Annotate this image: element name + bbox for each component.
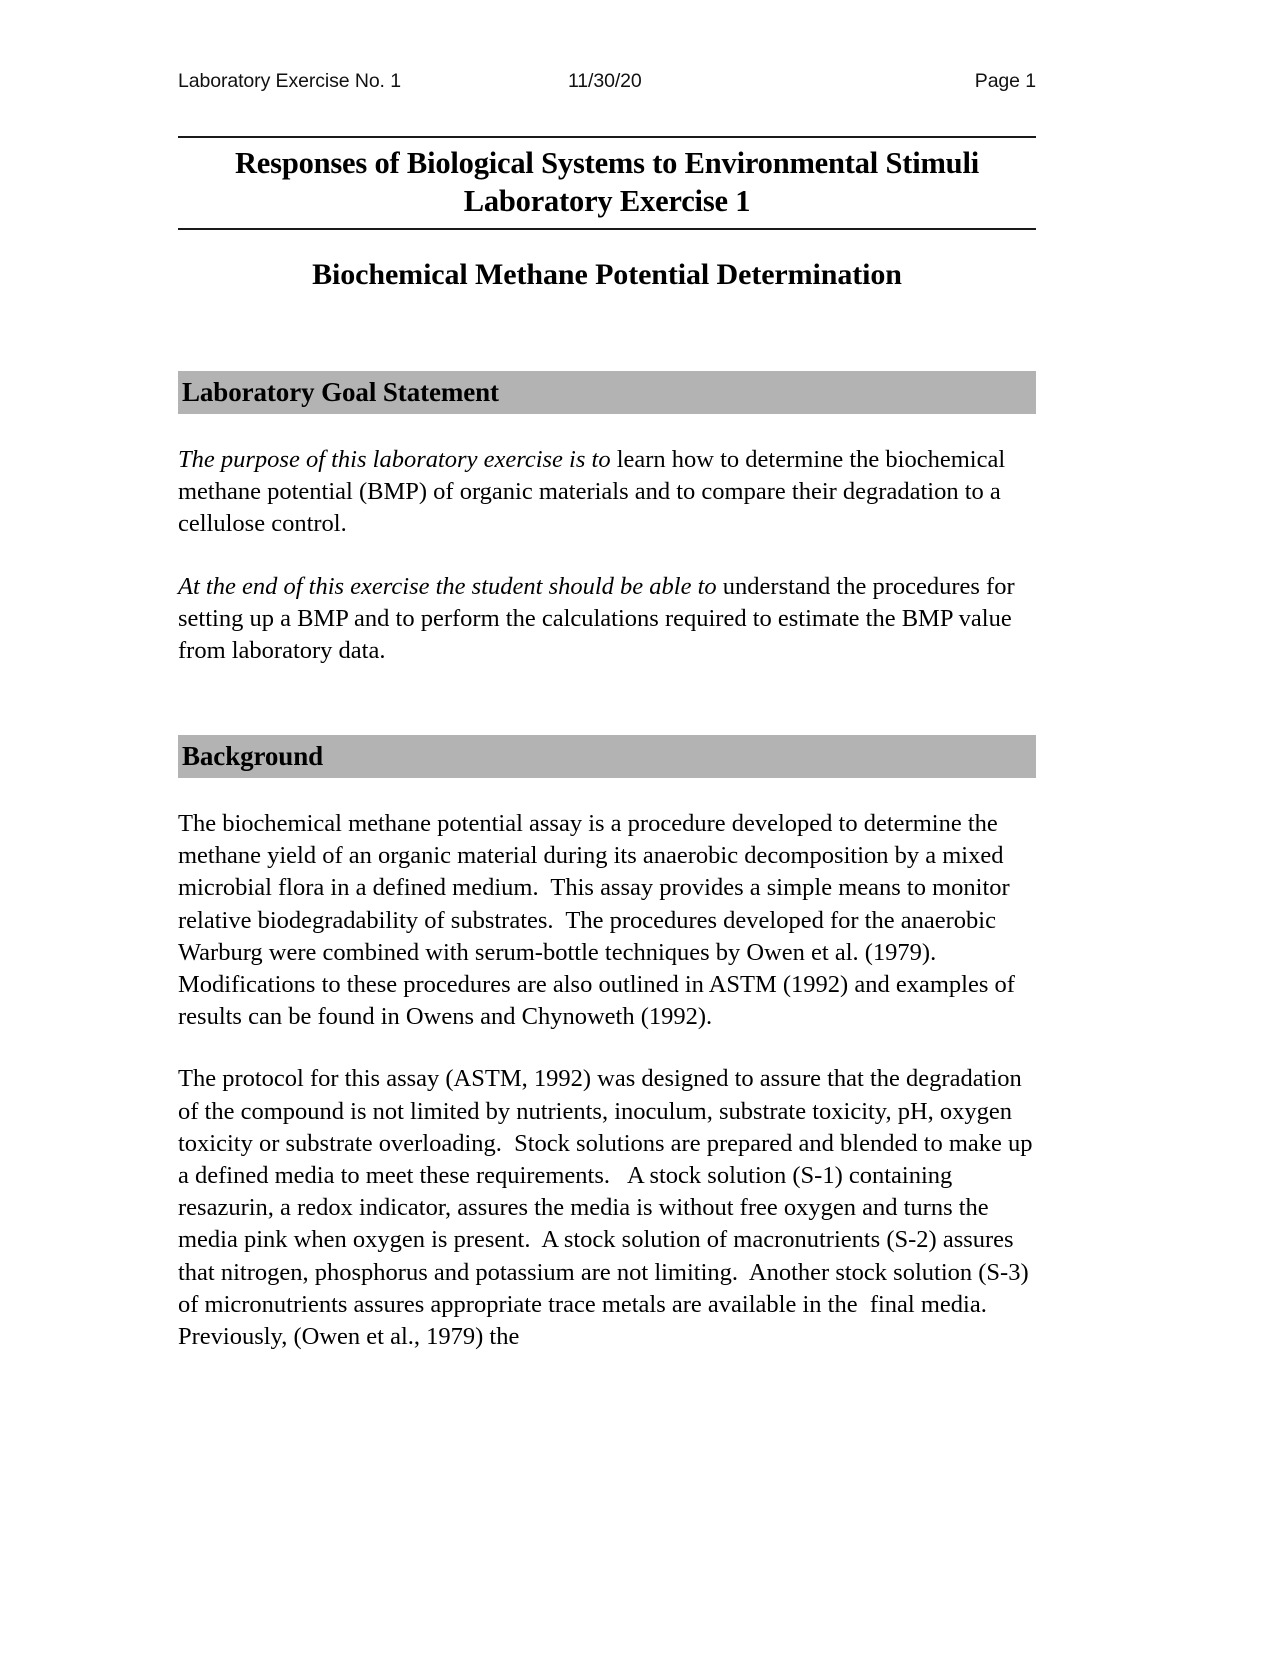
running-header bbox=[178, 70, 1036, 93]
goal-paragraph-2-lead: At the end of this exercise the student should be able to bbox=[178, 572, 717, 600]
section-heading-background: Background bbox=[178, 735, 1036, 778]
section-heading-laboratory-goal-statement: Laboratory Goal Statement bbox=[178, 371, 1036, 414]
section-body-background bbox=[178, 808, 1039, 1353]
goal-paragraph-2-rest: understand the procedures for setting up a BMP and to perform the calculations required to estimate the BMP value from laboratory data. bbox=[178, 572, 1021, 665]
background-paragraph-2: The protocol for this assay (ASTM, 1992) was designed to assure that the degradation of the compound is not limited by nutrients, inoculum, substrate toxicity, pH, oxygen toxicity or substrate overloading. Stock solutions are prepared and blended to make up a defined media to meet these requirements. A stock solution (S-1) containing resazurin, a redox indicator, assures the media is without free oxygen and turns the media pink when oxygen is present. A stock solution of macronutrients (S-2) assures that nitrogen, phosphorus and potassium are not limiting. Another stock solution (S-3) of micronutrients assures appropriate trace metals are available in the final media. Previously, (Owen et al., 1979) the bbox=[178, 1065, 1039, 1351]
goal-paragraph-1-rest: learn how to determine the biochemical methane potential (BMP) of organic materials and to compare their degradation to a cellulose control. bbox=[178, 446, 1012, 538]
header-date: 11/30/20 bbox=[568, 70, 642, 92]
header-exercise-label: Laboratory Exercise No. 1 bbox=[178, 70, 401, 92]
section-body-laboratory-goal-statement bbox=[178, 444, 1033, 667]
document-title-line-2: Laboratory Exercise 1 bbox=[463, 184, 751, 219]
background-paragraph-1: The biochemical methane potential assay is a procedure developed to determine the methane yield of an organic material during its anaerobic decomposition by a mixed microbial flora in a defined medium. This assay provides a simple means to monitor relative biodegradability of substrates. The procedures developed for the anaerobic Warburg were combined with serum-bottle techniques by Owen et al. (1979). Modifications to these procedures are also outlined in ASTM (1992) and examples of results can be found in Owens and Chynoweth (1992). bbox=[178, 810, 1022, 1031]
header-page-number: Page 1 bbox=[974, 70, 1036, 92]
document-subtitle: Biochemical Methane Potential Determination bbox=[312, 258, 902, 291]
document-title-line-1: Responses of Biological Systems to Environmental Stimuli bbox=[234, 146, 979, 180]
document-title-block bbox=[178, 136, 1036, 230]
goal-paragraph-1 bbox=[178, 444, 1033, 541]
goal-paragraph-1-lead: The purpose of this laboratory exercise is to bbox=[178, 446, 611, 473]
goal-paragraph-2 bbox=[178, 571, 1033, 668]
